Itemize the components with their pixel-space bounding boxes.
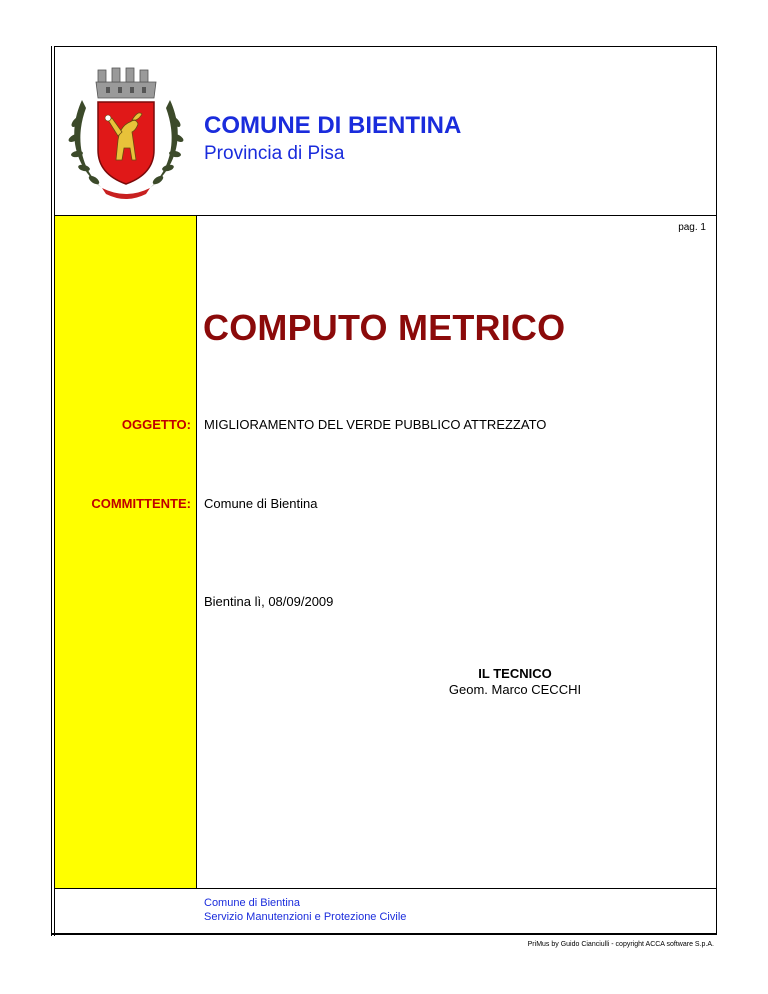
left-border-outer bbox=[51, 46, 52, 936]
municipal-crest-icon bbox=[62, 60, 190, 202]
comune-name: COMUNE DI BIENTINA bbox=[204, 112, 462, 139]
footer-organization: Comune di Bientina bbox=[204, 897, 301, 909]
place-date: Bientina lì, 08/09/2009 bbox=[204, 594, 334, 609]
document-title: COMPUTO METRICO bbox=[203, 307, 566, 348]
signature-name: Geom. Marco CECCHI bbox=[448, 682, 582, 697]
signature-title: IL TECNICO bbox=[478, 666, 552, 681]
oggetto-value: MIGLIORAMENTO DEL VERDE PUBBLICO ATTREZZATO bbox=[204, 417, 547, 432]
oggetto-label: OGGETTO: bbox=[121, 417, 191, 432]
page-number: pag. 1 bbox=[678, 222, 706, 233]
committente-value: Comune di Bientina bbox=[204, 496, 318, 511]
sidebar-divider bbox=[196, 216, 197, 888]
software-copyright: PriMus by Guido Cianciulli - copyright ACCA software S.p.A. bbox=[527, 941, 714, 948]
committente-label: COMMITTENTE: bbox=[91, 496, 191, 511]
footer-department: Servizio Manutenzioni e Protezione Civile bbox=[204, 911, 407, 923]
bottom-border bbox=[51, 933, 717, 935]
signature-block bbox=[440, 666, 590, 698]
footer-divider bbox=[54, 888, 716, 889]
yellow-sidebar bbox=[55, 216, 196, 888]
provincia-name: Provincia di Pisa bbox=[204, 143, 345, 164]
